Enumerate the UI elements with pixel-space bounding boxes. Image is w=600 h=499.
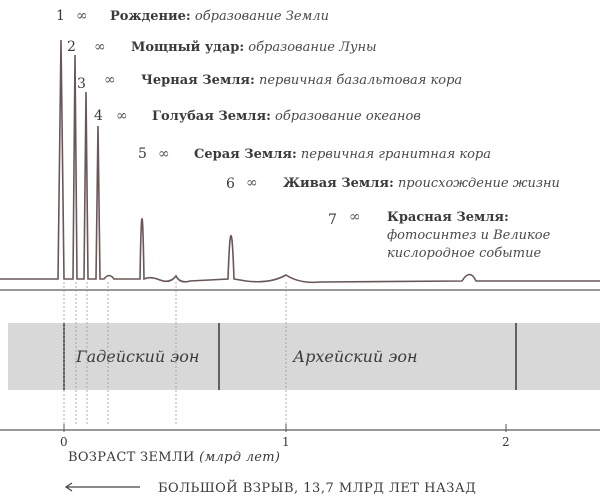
event-3-label	[141, 73, 462, 88]
event-6-desc: происхождение жизни	[397, 176, 560, 191]
event-3	[77, 72, 462, 92]
event-6-number: 6	[226, 176, 235, 192]
event-7	[328, 209, 551, 261]
swirl-icon: ∞	[116, 108, 128, 124]
event-6-title: Живая Земля:	[283, 176, 394, 191]
axis-title-text: ВОЗРАСТ ЗЕМЛИ	[68, 450, 195, 465]
event-1-label	[110, 9, 329, 24]
event-1-number: 1	[56, 8, 65, 24]
event-5	[138, 146, 491, 162]
event-1-desc: образование Земли	[194, 9, 329, 24]
event-7-desc-line2: кислородное событие	[387, 246, 542, 261]
axis-tick-label-2: 2	[502, 435, 510, 449]
event-3-number: 3	[77, 76, 86, 92]
axis-title	[68, 450, 280, 465]
event-3-desc: первичная базальтовая кора	[258, 73, 463, 88]
event-4-title: Голубая Земля:	[152, 109, 271, 124]
swirl-icon: ∞	[158, 146, 170, 162]
axis-tick-label-1: 1	[282, 435, 290, 449]
event-7-title: Красная Земля:	[387, 210, 509, 225]
event-3-title: Черная Земля:	[141, 73, 255, 88]
event-5-number: 5	[138, 146, 147, 162]
eon-label-hadean: Гадейский эон	[76, 347, 200, 366]
swirl-icon: ∞	[349, 209, 361, 225]
axis-tick-label-0: 0	[60, 435, 68, 449]
event-5-desc: первичная гранитная кора	[300, 147, 492, 162]
swirl-icon: ∞	[104, 72, 116, 88]
axis-unit: (млрд лет)	[199, 450, 281, 465]
event-1	[56, 8, 329, 24]
swirl-icon: ∞	[76, 8, 88, 24]
event-1-title: Рождение:	[110, 9, 191, 24]
event-4-number: 4	[94, 108, 103, 124]
event-6	[226, 175, 560, 192]
event-4-label	[152, 109, 421, 124]
event-5-title: Серая Земля:	[194, 147, 297, 162]
event-2-desc: образование Луны	[248, 40, 377, 55]
event-4-desc: образование океанов	[275, 109, 421, 124]
event-2	[67, 39, 377, 55]
swirl-icon: ∞	[94, 39, 106, 55]
left-arrow-icon	[66, 483, 140, 491]
event-2-number: 2	[67, 39, 76, 55]
event-4	[94, 108, 421, 124]
event-7-desc-line1: фотосинтез и Великое	[387, 228, 551, 243]
eon-label-archean: Архейский эон	[293, 347, 418, 366]
event-2-label	[131, 40, 377, 55]
big-bang-label: БОЛЬШОЙ ВЗРЫВ, 13,7 МЛРД ЛЕТ НАЗАД	[158, 481, 477, 496]
swirl-icon: ∞	[246, 175, 258, 191]
event-5-label	[194, 147, 491, 162]
event-2-title: Мощный удар:	[131, 40, 245, 55]
event-6-label	[283, 176, 560, 191]
event-7-number: 7	[328, 212, 337, 228]
